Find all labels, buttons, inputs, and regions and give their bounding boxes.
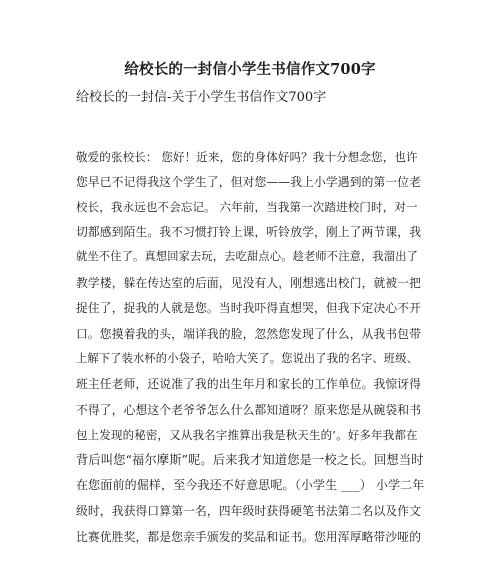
body-text-line: 背后叫您“福尔摩斯”呢。后来我才知道您是一校之长。回想当时 [76, 453, 424, 467]
body-text-line: 您早已不记得我这个学生了，但对您——我上小学遇到的第一位老 [76, 175, 422, 189]
body-text-line: 级时，我获得口算第一名，四年级时获得硬笔书法第二名以及作文 [76, 504, 422, 518]
body-text-line: 校长，我永远也不会忘记。 六年前，当我第一次踏进校门时，对一 [76, 200, 418, 214]
body-text-line: 口。您摸着我的头，端详我的脸，忽然您发现了什么，从我书包带 [76, 327, 422, 341]
body-text-line: 敬爱的张校长： 您好！近来，您的身体好吗？我十分想念您，也许 [76, 150, 418, 164]
document-title: 给校长的一封信小学生书信作文700字 [124, 61, 376, 78]
body-text-line: 不得了，心想这个老爷爷怎么什么都知道呀？原来您是从碗袋和书 [76, 403, 422, 417]
body-text-line: 比赛优胜奖，都是您亲手颁发的奖品和证书。您用浑厚略带沙哑的 [76, 530, 422, 544]
body-text-line: 包上发现的秘密，又从我名字推算出我是秋天生的’。好多年我都在 [76, 428, 418, 442]
body-text-line: 上解下了装水杯的小袋子，哈哈大笑了。您说出了我的名字、班级、 [76, 352, 419, 365]
body-text-line: 教学楼，躲在传达室的后面，见没有人，刚想逃出校门，就被一把 [76, 276, 422, 290]
body-text-line: 班主任老师，还说准了我的出生年月和家长的工作单位。我惊讶得 [76, 377, 422, 391]
body-text-line: 在您面前的倔样，至今我还不好意思呢。（小学生 ___） 小学二年 [76, 478, 425, 492]
body-text-line: 捉住了，捉我的人就是您。当时我吓得直想哭，但我下定决心不开 [76, 301, 422, 315]
body-text-line: 就坐不住了。真想回家去玩，去吃甜点心。趁老师不注意，我溜出了 [76, 250, 419, 263]
document-subtitle: 给校长的一封信-关于小学生书信作文700字 [76, 90, 327, 105]
body-text-line: 切都感到陌生。我不习惯打铃上课，听铃放学，刚上了两节课，我 [76, 225, 422, 239]
